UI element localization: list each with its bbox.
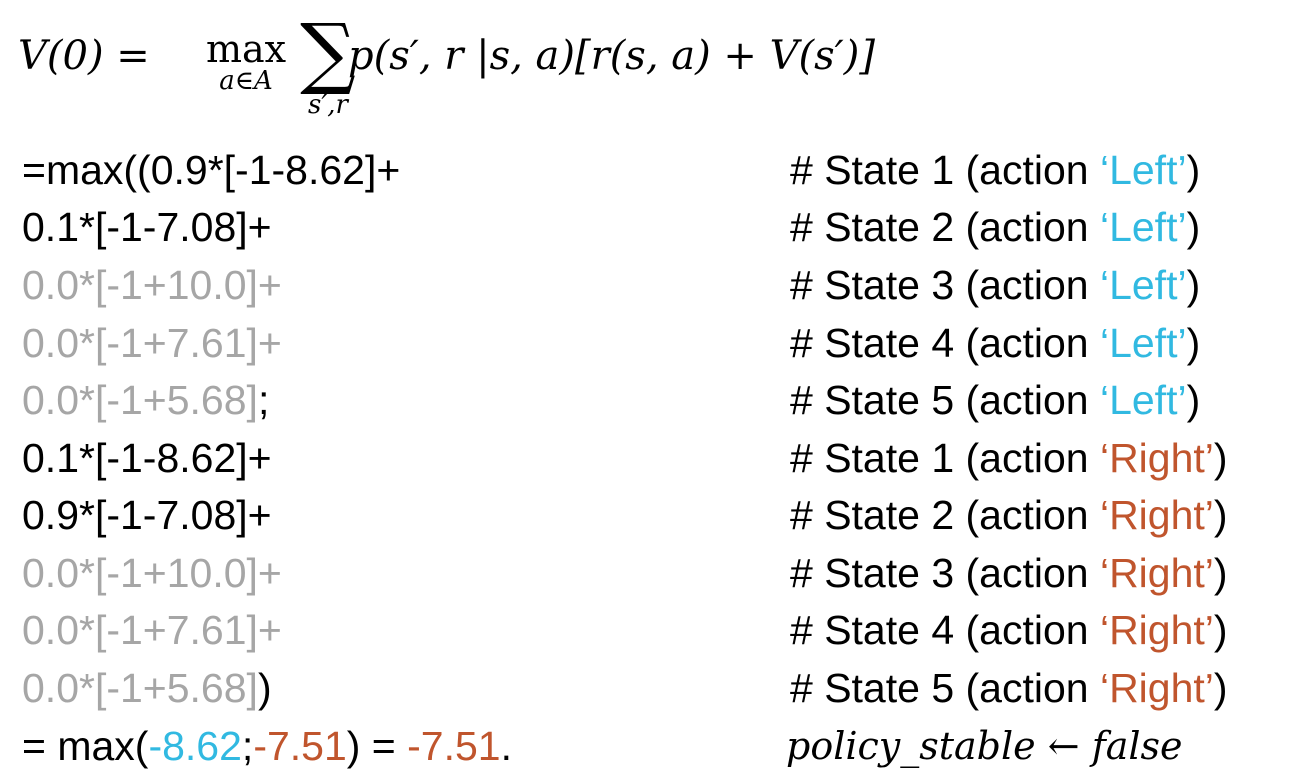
state-text: # State 4 (action (790, 607, 1100, 653)
expr-line-3: 0.0*[-1+10.0]+ (22, 262, 282, 308)
state-text: # State 5 (action (790, 377, 1100, 423)
expr-line-6: 0.1*[-1-8.62]+ (22, 435, 272, 481)
state-comment-8 (790, 547, 1228, 599)
expr-line-5-gray: 0.0*[-1+5.68] (22, 377, 258, 423)
action-right: ‘Right’ (1099, 550, 1214, 596)
expr-line-10-tail: ) (257, 665, 272, 711)
equation-lhs: V(0) = (18, 33, 150, 79)
action-left: ‘Left’ (1099, 262, 1187, 308)
state-comment-7 (790, 489, 1228, 541)
state-text: # State 3 (action (790, 550, 1100, 596)
action-right: ‘Right’ (1099, 607, 1214, 653)
expr-line-8: 0.0*[-1+10.0]+ (22, 550, 282, 596)
action-right: ‘Right’ (1099, 492, 1214, 538)
max-operator (196, 27, 296, 96)
sum-subscript: s′,r (308, 90, 348, 121)
state-text: # State 2 (action (790, 492, 1100, 538)
close-paren: ) (1213, 435, 1228, 481)
state-comment-9 (790, 604, 1228, 656)
state-comment-6 (790, 432, 1228, 484)
close-paren: ) (1186, 320, 1201, 366)
expr-line-1: =max((0.9*[-1-8.62]+ (22, 147, 401, 193)
equation-body: p(s′, r |s, a)[r(s, a) + V(s′)] (348, 33, 875, 79)
assign-arrow-icon: ← (1047, 724, 1080, 768)
result-prefix: = max( (22, 723, 149, 769)
expr-line-4: 0.0*[-1+7.61]+ (22, 320, 282, 366)
close-paren: ) (1213, 607, 1228, 653)
policy-stable-assignment (786, 720, 1183, 772)
action-left: ‘Left’ (1099, 320, 1187, 366)
state-comment-4 (790, 317, 1200, 369)
result-left-value: -8.62 (148, 723, 242, 769)
result-end: . (500, 723, 513, 769)
result-right-value: -7.51 (253, 723, 347, 769)
state-comment-3 (790, 259, 1200, 311)
action-right: ‘Right’ (1099, 665, 1214, 711)
state-text: # State 1 (action (790, 147, 1100, 193)
close-paren: ) (1186, 262, 1201, 308)
result-mid: ) = (346, 723, 408, 769)
expr-line-10-gray: 0.0*[-1+5.68] (22, 665, 258, 711)
result-separator: ; (241, 723, 254, 769)
max-subscript: a∈A (219, 66, 273, 96)
expr-line-7: 0.9*[-1-7.08]+ (22, 492, 272, 538)
action-left: ‘Left’ (1099, 204, 1187, 250)
state-text: # State 4 (action (790, 320, 1100, 366)
state-text: # State 3 (action (790, 262, 1100, 308)
state-comment-2 (790, 201, 1200, 253)
state-comment-5 (790, 374, 1200, 426)
state-text: # State 5 (action (790, 665, 1100, 711)
result-line (22, 720, 512, 772)
close-paren: ) (1213, 550, 1228, 596)
action-right: ‘Right’ (1099, 435, 1214, 481)
close-paren: ) (1186, 377, 1201, 423)
expr-line-5-tail: ; (257, 377, 270, 423)
expr-line-2: 0.1*[-1-7.08]+ (22, 204, 272, 250)
close-paren: ) (1213, 665, 1228, 711)
state-text: # State 2 (action (790, 204, 1100, 250)
state-comment-1 (790, 144, 1200, 196)
policy-name: policy_stable (786, 724, 1036, 768)
max-word: max (205, 27, 287, 71)
close-paren: ) (1213, 492, 1228, 538)
bellman-equation (18, 8, 998, 134)
state-text: # State 1 (action (790, 435, 1100, 481)
action-left: ‘Left’ (1099, 377, 1187, 423)
sigma-symbol: ∑ (300, 8, 356, 98)
policy-value: false (1091, 724, 1183, 768)
result-final-value: -7.51 (407, 723, 501, 769)
expr-line-9: 0.0*[-1+7.61]+ (22, 607, 282, 653)
expr-line-10 (22, 662, 272, 714)
action-left: ‘Left’ (1099, 147, 1187, 193)
close-paren: ) (1186, 204, 1201, 250)
close-paren: ) (1186, 147, 1201, 193)
state-comment-10 (790, 662, 1228, 714)
expr-line-5 (22, 374, 269, 426)
